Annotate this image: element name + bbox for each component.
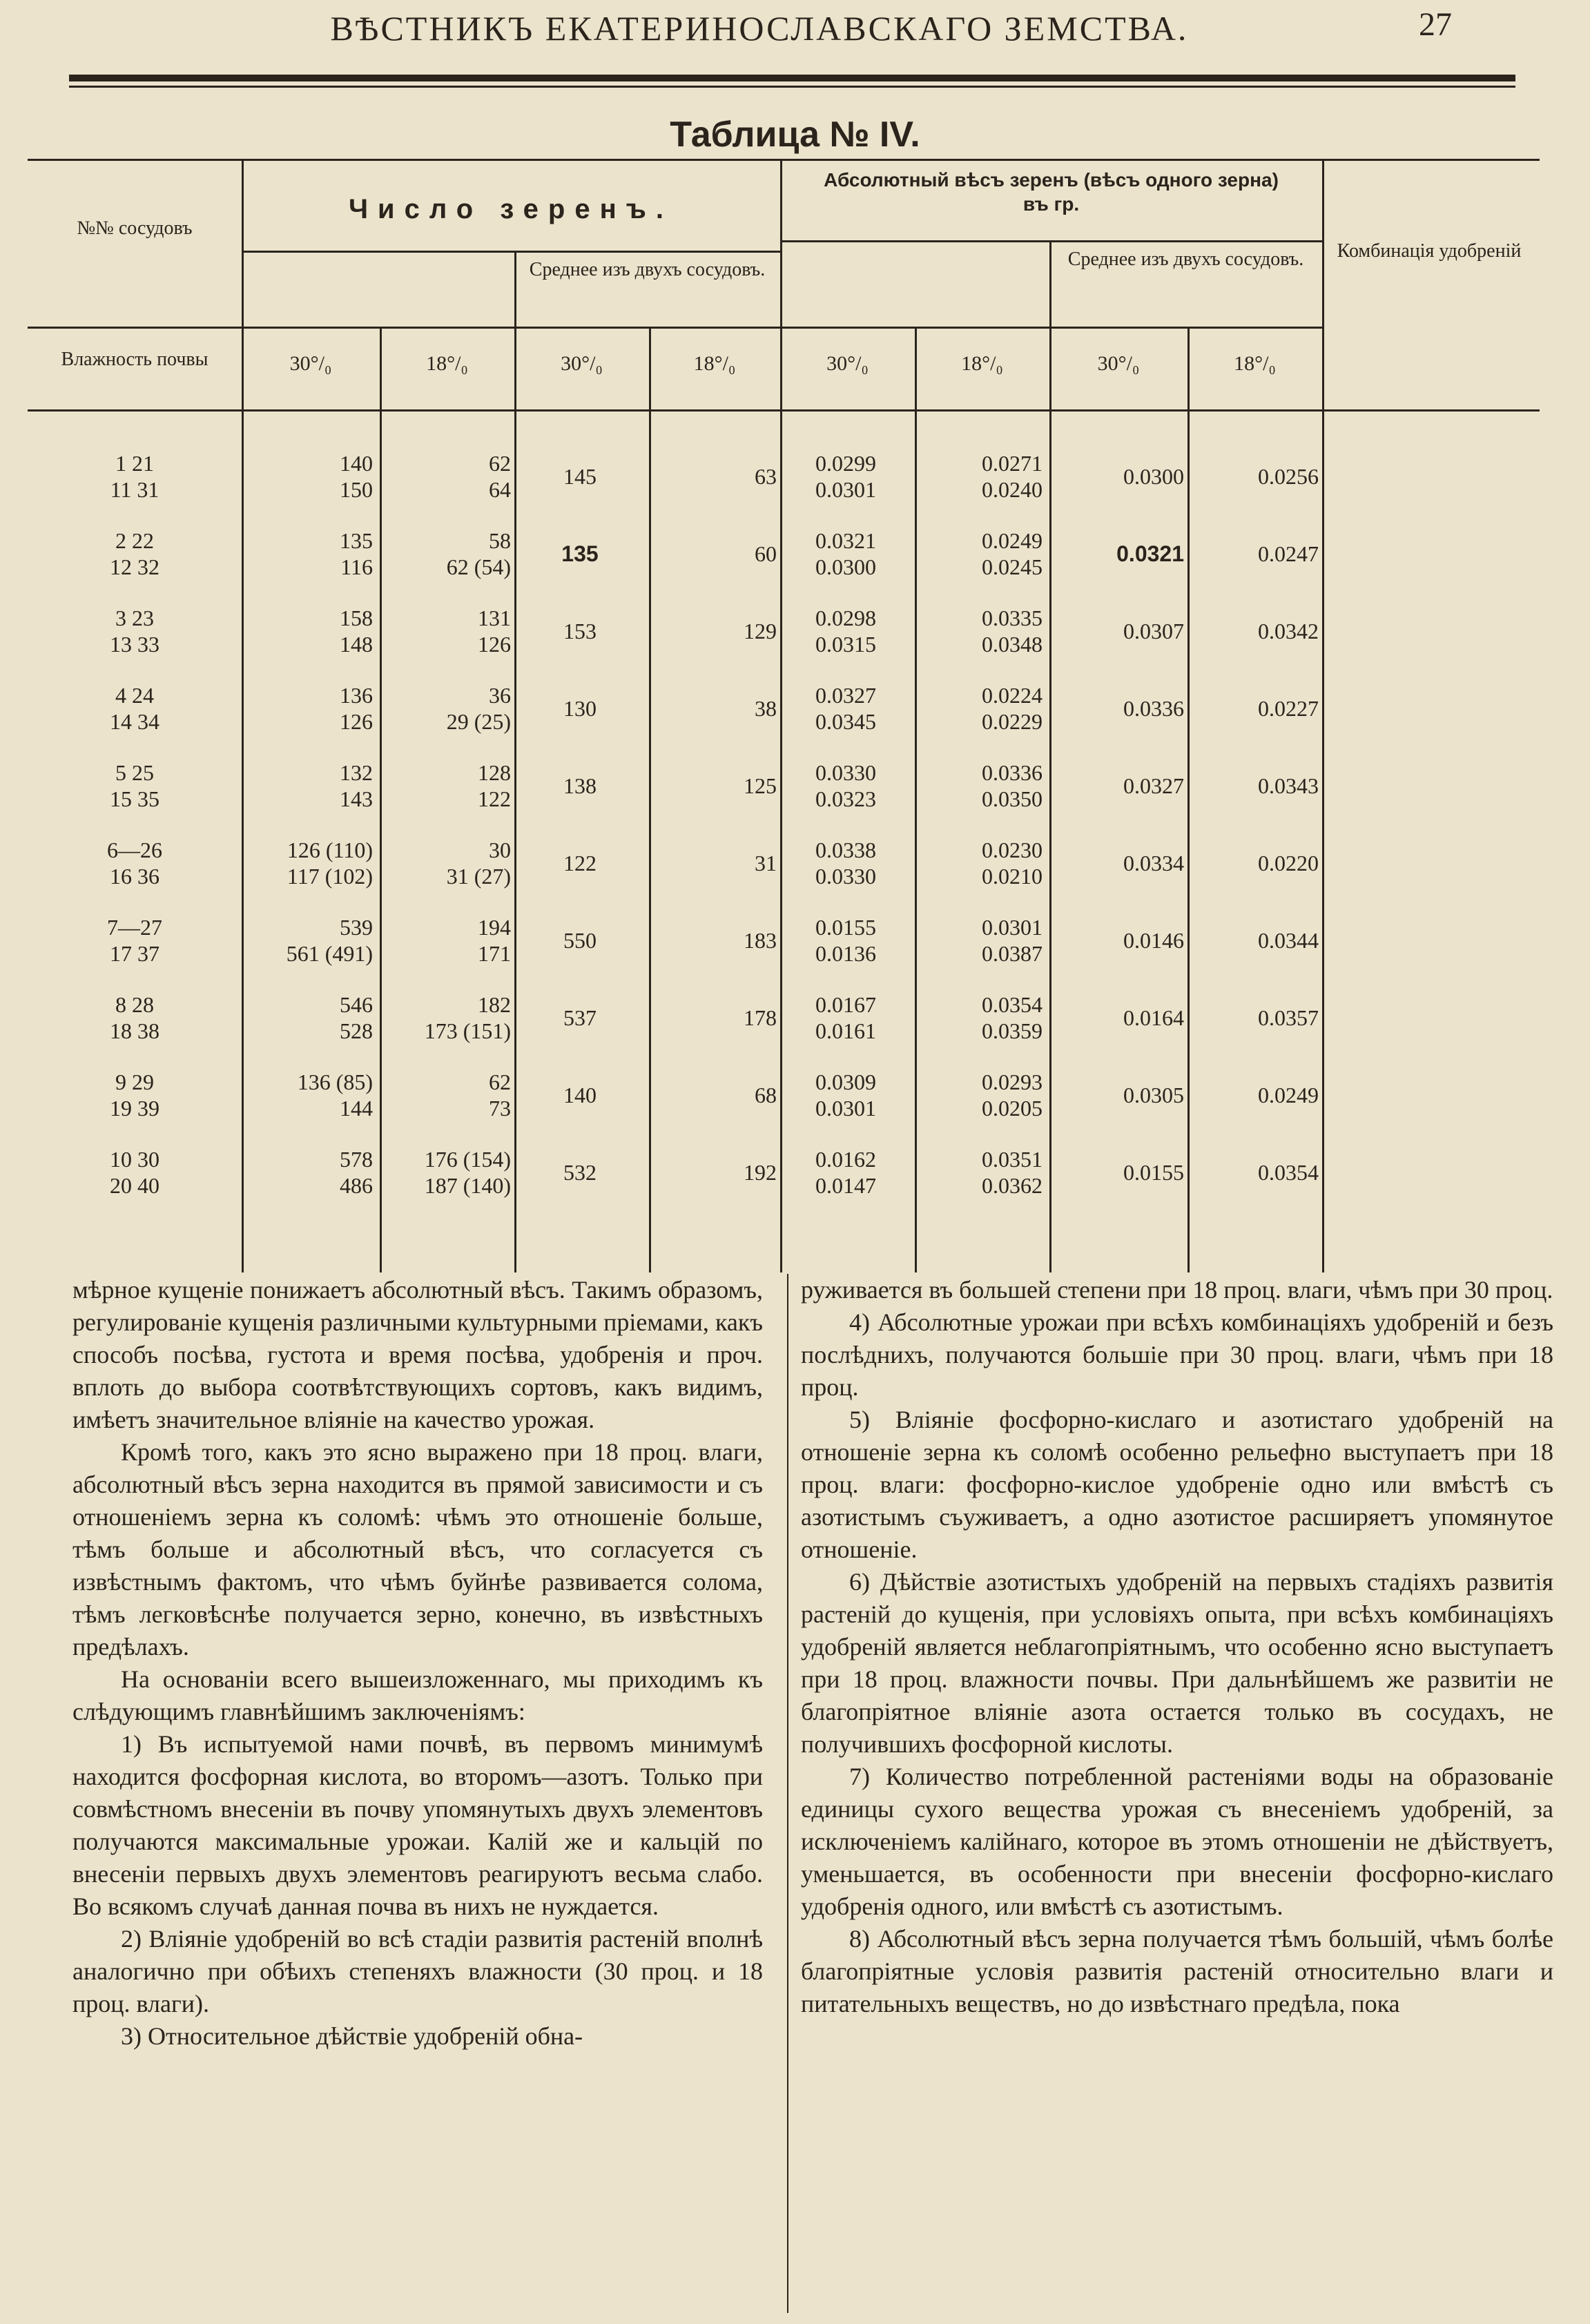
- table-cell-c18b: 122: [478, 786, 511, 811]
- table-cell-c18b: 73: [489, 1096, 511, 1121]
- paragraph: 3) Относительное дѣйствіе удобреній обна-: [121, 2022, 583, 2050]
- table-cell-v1: 4 24: [115, 683, 154, 708]
- table-cell-c18b: 31 (27): [446, 864, 511, 889]
- table-vline: [380, 327, 382, 1272]
- paragraph: 7) Количество потребленной растеніями воды на образованіе единицы сухого вещества урожая съ внесеніемъ удобреній, за исключеніемъ калійнаго, которое въ этомъ отношеніи не дѣйствуетъ, уменьшается, въ особенности при внесеніи фосфорно-кислаго удобренія одного, или вмѣстѣ съ азотистымъ.: [801, 1763, 1553, 1920]
- table-cell-c18a: 194: [478, 915, 511, 940]
- table-cell-c18b: 29 (25): [446, 709, 511, 734]
- table-cell-v2: 12 32: [110, 554, 159, 579]
- table-cell-w18b: 0.0210: [982, 864, 1043, 889]
- table-cell-c30b: 561 (491): [286, 941, 373, 966]
- table-cell-m30: 135: [561, 541, 599, 566]
- table-cell-v1: 9 29: [115, 1069, 154, 1094]
- table-cell-mw30: 0.0307: [1123, 619, 1184, 643]
- table-cell-w30a: 0.0167: [815, 992, 876, 1017]
- table-cell-w18a: 0.0354: [982, 992, 1043, 1017]
- table-cell-m30: 532: [563, 1160, 597, 1185]
- table-cell-mw30: 0.0327: [1123, 773, 1184, 798]
- table-vline: [649, 327, 651, 1272]
- table-cell-w18b: 0.0245: [982, 554, 1043, 579]
- header-vessels: №№ сосудовъ: [77, 217, 193, 239]
- table-cell-v2: 18 38: [110, 1018, 159, 1043]
- table-cell-v2: 20 40: [110, 1173, 159, 1198]
- table-cell-mw18: 0.0220: [1258, 851, 1319, 875]
- table-cell-v1: 6—26: [107, 837, 162, 862]
- header-rule-thick: [69, 75, 1515, 81]
- header-count-30: 30°/₀: [289, 352, 332, 375]
- table-cell-c18a: 30: [489, 837, 511, 862]
- table-cell-m18: 178: [744, 1005, 777, 1030]
- table-cell-c30b: 528: [340, 1018, 373, 1043]
- header-avg-count: Среднее изъ двухъ сосудовъ.: [529, 259, 766, 280]
- table-cell-m30: 130: [563, 696, 597, 721]
- table-cell-w18b: 0.0240: [982, 477, 1043, 502]
- table-hline: [242, 327, 1322, 329]
- page-number: 27: [1419, 6, 1452, 43]
- header-count-18: 18°/₀: [426, 352, 468, 375]
- table-cell-w18a: 0.0335: [982, 606, 1043, 630]
- table-cell-mw30: 0.0336: [1123, 696, 1184, 721]
- table-cell-w18b: 0.0350: [982, 786, 1043, 811]
- table-cell-w30b: 0.0330: [815, 864, 876, 889]
- table-cell-w18a: 0.0224: [982, 683, 1043, 708]
- table-cell-m18: 129: [744, 619, 777, 643]
- table-cell-c18a: 36: [489, 683, 511, 708]
- table-cell-w18b: 0.0229: [982, 709, 1043, 734]
- table-cell-c30b: 150: [340, 477, 373, 502]
- table-cell-v2: 17 37: [110, 941, 159, 966]
- table-cell-c30b: 143: [340, 786, 373, 811]
- table-cell-w30b: 0.0323: [815, 786, 876, 811]
- table-cell-v2: 14 34: [110, 709, 159, 734]
- table-cell-c18b: 171: [478, 941, 511, 966]
- table-cell-w30b: 0.0147: [815, 1173, 876, 1198]
- table-cell-w18b: 0.0359: [982, 1018, 1043, 1043]
- table-cell-c30a: 158: [340, 606, 373, 630]
- table-cell-mw30: 0.0334: [1123, 851, 1184, 875]
- table-cell-c18a: 62: [489, 451, 511, 476]
- table-cell-c30a: 136: [340, 683, 373, 708]
- table-hline: [28, 327, 242, 329]
- table-cell-c30a: 546: [340, 992, 373, 1017]
- table-cell-c18a: 182: [478, 992, 511, 1017]
- table-cell-w30a: 0.0309: [815, 1069, 876, 1094]
- table-cell-mw18: 0.0249: [1258, 1083, 1319, 1107]
- table-hline: [28, 409, 1540, 411]
- table-cell-m30: 140: [563, 1083, 597, 1107]
- table-cell-w30b: 0.0301: [815, 1096, 876, 1121]
- table-hline: [780, 240, 1322, 242]
- paragraph: 2) Вліяніе удобреній во всѣ стадіи развитія растеній вполнѣ аналогично при обѣихъ степеняхъ влажности (30 проц. и 18 проц. влаги).: [72, 1925, 763, 2017]
- table-cell-w30a: 0.0298: [815, 606, 876, 630]
- table-cell-v1: 8 28: [115, 992, 154, 1017]
- table-cell-v1: 7—27: [107, 915, 162, 940]
- table-cell-w18b: 0.0205: [982, 1096, 1043, 1121]
- table-cell-w30b: 0.0301: [815, 477, 876, 502]
- table-cell-c18a: 62: [489, 1069, 511, 1094]
- paragraph: 1) Въ испытуемой нами почвѣ, въ первомъ минимумѣ находится фосфорная кислота, во второмъ—азотъ. Только при совмѣстномъ внесеніи въ почву упомянутыхъ двухъ элементовъ получаются максимальные урожаи. Калій же и кальцій по внесеніи первыхъ двухъ элементовъ реагируютъ весьма слабо. Во всякомъ случаѣ данная почва въ нихъ не нуждается.: [72, 1730, 763, 1920]
- table-cell-c18a: 176 (154): [424, 1147, 511, 1172]
- header-avg-weight: Среднее изъ двухъ сосудовъ.: [1067, 249, 1304, 270]
- table-cell-m18: 192: [744, 1160, 777, 1185]
- table-vline: [1322, 161, 1324, 1272]
- table-cell-m18: 68: [755, 1083, 777, 1107]
- table-title: Таблица № IV.: [670, 115, 920, 155]
- table-cell-mw30: 0.0300: [1123, 464, 1184, 489]
- table-cell-mw18: 0.0227: [1258, 696, 1319, 721]
- table-cell-c30a: 578: [340, 1147, 373, 1172]
- table-cell-m18: 183: [744, 928, 777, 953]
- table-vline: [915, 327, 917, 1272]
- table-cell-w30a: 0.0155: [815, 915, 876, 940]
- paragraph: 6) Дѣйствіе азотистыхъ удобреній на первыхъ стадіяхъ развитія растеній до кущенія, при условіяхъ опыта, при всѣхъ комбинаціяхъ удобреній является неблагопріятнымъ, что особенно ясно выступаетъ при 18 проц. влажности почвы. При дальнѣйшемъ же развитіи не благопріятное вліяніе азота остается только въ сосудахъ, не получившихъ фосфорной кислоты.: [801, 1568, 1553, 1758]
- header-avgcount-18: 18°/₀: [693, 352, 736, 375]
- table-cell-w30a: 0.0162: [815, 1147, 876, 1172]
- header-weight-18: 18°/₀: [961, 352, 1003, 375]
- table-cell-c30b: 117 (102): [287, 864, 373, 889]
- table-cell-w18a: 0.0301: [982, 915, 1043, 940]
- table-cell-w30a: 0.0321: [815, 528, 876, 553]
- table-cell-c30b: 144: [340, 1096, 373, 1121]
- table-cell-mw18: 0.0247: [1258, 541, 1319, 566]
- paragraph: На основаніи всего вышеизложеннаго, мы приходимъ къ слѣдующимъ главнѣйшимъ заключеніямъ:: [72, 1665, 763, 1725]
- table-cell-v1: 3 23: [115, 606, 154, 630]
- table-cell-c30a: 135: [340, 528, 373, 553]
- running-title: ВѢСТНИКЪ ЕКАТЕРИНОСЛАВСКАГО ЗЕМСТВА.: [330, 9, 1189, 48]
- table-cell-m18: 63: [755, 464, 777, 489]
- table-cell-m18: 125: [744, 773, 777, 798]
- data-table: [28, 159, 1540, 1272]
- paragraph: 8) Абсолютный вѣсъ зерна получается тѣмъ большій, чѣмъ болѣе благопріятные условія развитія растеній относительно влаги и питательныхъ веществъ, но до извѣстнаго предѣла, пока: [801, 1925, 1553, 2017]
- table-cell-c18b: 187 (140): [424, 1173, 511, 1198]
- paragraph: мѣрное кущеніе понижаетъ абсолютный вѣсъ. Такимъ образомъ, регулированіе кущенія различными культурными пріемами, какъ способъ посѣва, густота и время посѣва, удобренія и проч. вплоть до выбора соотвѣтствующихъ сортовъ, какъ видимъ, имѣетъ значительное вліяніе на качество урожая.: [72, 1276, 763, 1433]
- table-cell-mw18: 0.0344: [1258, 928, 1319, 953]
- paragraph: 5) Вліяніе фосфорно-кислаго и азотистаго удобреній на отношеніе зерна къ соломѣ особенно рельефно выступаетъ при 18 проц. влаги: фосфорно-кислое удобреніе одно или вмѣстѣ съ азотистымъ съуживаетъ, а одно азотистое расширяетъ упомянутое отношеніе.: [801, 1406, 1553, 1563]
- table-cell-w18a: 0.0230: [982, 837, 1043, 862]
- table-cell-w18a: 0.0336: [982, 760, 1043, 785]
- table-cell-c30b: 148: [340, 632, 373, 657]
- header-moisture: Влажность почвы: [61, 349, 209, 370]
- table-cell-w30a: 0.0327: [815, 683, 876, 708]
- table-cell-v2: 11 31: [110, 477, 159, 502]
- table-cell-w18b: 0.0387: [982, 941, 1043, 966]
- table-cell-w30b: 0.0161: [815, 1018, 876, 1043]
- table-cell-c18a: 131: [478, 606, 511, 630]
- table-cell-mw30: 0.0164: [1123, 1005, 1184, 1030]
- table-cell-v2: 15 35: [110, 786, 159, 811]
- table-cell-w30a: 0.0338: [815, 837, 876, 862]
- table-cell-c30b: 116: [340, 554, 373, 579]
- table-cell-w30b: 0.0315: [815, 632, 876, 657]
- table-cell-m30: 153: [563, 619, 597, 643]
- table-cell-mw18: 0.0354: [1258, 1160, 1319, 1185]
- header-rule-thin: [69, 86, 1515, 88]
- header-avgcount-30: 30°/₀: [561, 352, 603, 375]
- table-cell-c18b: 126: [478, 632, 511, 657]
- table-cell-c18a: 128: [478, 760, 511, 785]
- table-cell-v2: 19 39: [110, 1096, 159, 1121]
- table-cell-mw18: 0.0357: [1258, 1005, 1319, 1030]
- right-column: [801, 1274, 1553, 2020]
- table-cell-mw30: 0.0155: [1123, 1160, 1184, 1185]
- table-cell-v1: 5 25: [115, 760, 154, 785]
- table-cell-w30b: 0.0345: [815, 709, 876, 734]
- column-divider: [787, 1274, 788, 2313]
- table-cell-v2: 13 33: [110, 632, 159, 657]
- table-cell-m30: 122: [563, 851, 597, 875]
- header-avgweight-18: 18°/₀: [1234, 352, 1276, 375]
- table-cell-m30: 145: [563, 464, 597, 489]
- table-cell-v1: 1 21: [115, 451, 154, 476]
- table-cell-w30a: 0.0330: [815, 760, 876, 785]
- header-abs-weight: Абсолютный вѣсъ зеренъ (вѣсъ одного зерна) въ гр.: [824, 169, 1279, 215]
- table-cell-mw18: 0.0256: [1258, 464, 1319, 489]
- table-cell-c30b: 486: [340, 1173, 373, 1198]
- paragraph: руживается въ большей степени при 18 проц. влаги, чѣмъ при 30 проц.: [801, 1276, 1553, 1304]
- table-cell-m18: 31: [755, 851, 777, 875]
- left-column: [72, 1274, 763, 2053]
- table-cell-c30a: 126 (110): [287, 837, 373, 862]
- header-fert-combination: Комбинація удобреній: [1337, 240, 1522, 262]
- table-cell-w18a: 0.0293: [982, 1069, 1043, 1094]
- table-cell-c18b: 62 (54): [446, 554, 511, 579]
- table-cell-w18a: 0.0351: [982, 1147, 1043, 1172]
- table-cell-c30a: 136 (85): [297, 1069, 373, 1094]
- table-cell-w18b: 0.0362: [982, 1173, 1043, 1198]
- table-cell-m30: 138: [563, 773, 597, 798]
- table-cell-m18: 38: [755, 696, 777, 721]
- table-cell-w18a: 0.0249: [982, 528, 1043, 553]
- header-weight-30: 30°/₀: [826, 352, 869, 375]
- table-vline: [1187, 327, 1190, 1272]
- table-vline: [1049, 240, 1051, 1272]
- table-cell-w18a: 0.0271: [982, 451, 1043, 476]
- table-cell-v1: 2 22: [115, 528, 154, 553]
- table-hline: [242, 251, 780, 253]
- table-cell-c30a: 140: [340, 451, 373, 476]
- paragraph: Кромѣ того, какъ это ясно выражено при 18 проц. влаги, абсолютный вѣсъ зерна находится въ прямой зависимости и съ отношеніемъ зерна къ соломѣ: чѣмъ это отношеніе больше, тѣмъ больше и абсолютный вѣсъ, что согласуется съ извѣстнымъ фактомъ, что чѣмъ буйнѣе развивается солома, тѣмъ легковѣснѣе получается зерно, конечно, въ извѣстныхъ предѣлахъ.: [72, 1438, 763, 1660]
- table-cell-w30b: 0.0300: [815, 554, 876, 579]
- table-cell-c30a: 132: [340, 760, 373, 785]
- table-cell-c30a: 539: [340, 915, 373, 940]
- table-cell-c18b: 64: [489, 477, 511, 502]
- table-cell-mw30: 0.0146: [1123, 928, 1184, 953]
- table-cell-m30: 537: [563, 1005, 597, 1030]
- table-cell-w18b: 0.0348: [982, 632, 1043, 657]
- table-cell-c18b: 173 (151): [424, 1018, 511, 1043]
- table-cell-mw30: 0.0305: [1123, 1083, 1184, 1107]
- table-cell-v2: 16 36: [110, 864, 159, 889]
- table-cell-c30b: 126: [340, 709, 373, 734]
- table-cell-w30a: 0.0299: [815, 451, 876, 476]
- table-cell-c18a: 58: [489, 528, 511, 553]
- table-cell-mw18: 0.0343: [1258, 773, 1319, 798]
- table-cell-w30b: 0.0136: [815, 941, 876, 966]
- table-cell-v1: 10 30: [110, 1147, 159, 1172]
- header-grain-count: Число зеренъ.: [348, 194, 674, 224]
- table-cell-mw30: 0.0321: [1116, 541, 1184, 566]
- table-cell-mw18: 0.0342: [1258, 619, 1319, 643]
- table-vline: [514, 251, 516, 1272]
- header-avgweight-30: 30°/₀: [1097, 352, 1140, 375]
- table-cell-m30: 550: [563, 928, 597, 953]
- paragraph: 4) Абсолютные урожаи при всѣхъ комбинаціяхъ удобреній и безъ послѣднихъ, получаются большіе при 30 проц. влаги, чѣмъ при 18 проц.: [801, 1308, 1553, 1401]
- table-cell-m18: 60: [755, 541, 777, 566]
